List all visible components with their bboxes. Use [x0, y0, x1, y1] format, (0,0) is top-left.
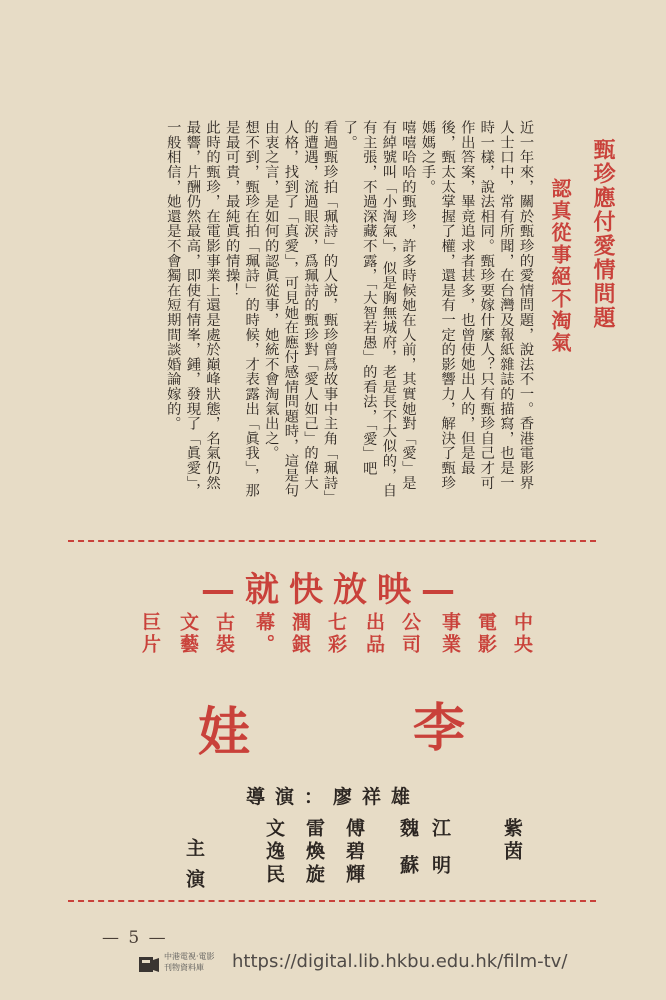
cast-member: 紫茵 — [501, 818, 523, 864]
company-line4: 公司 — [399, 612, 421, 656]
article-paragraph: 此時的甄珍，在電影事業上還是處於巔峰狀態，名氣仍然最響，片酬仍然最高，即使有情峯，鍾，發現了「眞愛」，一般相信，她還是不會獨在短期間談婚論嫁的。 — [165, 120, 221, 498]
cast-member: 傅碧輝 — [343, 818, 365, 887]
archive-logo-icon — [138, 954, 160, 976]
company-line1: 中央 — [511, 612, 533, 656]
director-credit: 導演：廖祥雄 — [245, 786, 420, 808]
article-paragraph: 近一年來，關於甄珍的愛情問題，說法不一。香港電影界人士口中，常有所聞，在台灣及報紙雜誌的描寫，也是一時一樣，說法相同。甄珍要嫁什麼人？只有甄珍自己才可作出答案，畢竟追求者甚多，也曾使她出人的，但是最後，甄太太掌握了權，還是有一定的影響力，解決了甄珍媽媽之手。 — [420, 120, 534, 490]
film-title-char2: 娃 — [198, 702, 251, 763]
article-paragraph: 想不到，甄珍在拍「珮詩」的時候，才表露出「眞我」，那是最可貴，最純眞的情操！ — [224, 120, 260, 498]
divider-bottom — [68, 900, 596, 902]
page-number: — 5 — — [102, 928, 168, 948]
archive-logo-text — [164, 951, 215, 973]
logo-text-line2: 刊物資料庫 — [164, 963, 204, 972]
cast-member: 文逸民 — [263, 818, 285, 887]
coming-soon-heading: —就快放映— — [201, 570, 465, 610]
article-paragraph: 看過甄珍拍「珮詩」的人說，甄珍曾爲故事中主角「珮詩」的遭遇，流過眼淚，爲珮詩的甄珍對「愛人如己」的偉大人格，找到了「真愛」，可見她在應付感情問題時，這是句由衷之言，是如何的認眞從事，她統不會淘氣出之。 — [263, 120, 339, 498]
cast-member: 魏蘇 — [397, 818, 419, 892]
article-title-line2: 認真從事絕不淘氣 — [548, 178, 572, 354]
cast-member: 雷煥旋 — [303, 818, 325, 887]
cast-label: 主演 — [183, 838, 205, 900]
company-line5: 出品 — [363, 612, 385, 656]
genre-line3: 巨片 — [139, 612, 161, 656]
article-paragraph: 嘻嘻哈哈的甄珍，許多時候她在人前，其實她對「愛」是有綽號叫「小淘氣」，似是胸無城府，老是長不大似的，自有主張，不過深藏不露，「大智若愚」的看法，「愛」吧了。 — [341, 120, 417, 498]
article-title-line1: 甄珍應付愛情問題 — [590, 138, 616, 330]
format-line2: 潤銀 — [289, 612, 311, 656]
logo-text-line1: 中港電視·電影 — [164, 952, 215, 961]
format-line1: 七彩 — [325, 612, 347, 656]
genre-line1: 古裝 — [213, 612, 235, 656]
cast-member: 江明 — [429, 818, 451, 892]
company-line2: 電影 — [475, 612, 497, 656]
divider-top — [68, 540, 596, 542]
source-url-link[interactable]: https://digital.lib.hkbu.edu.hk/film-tv/ — [232, 951, 568, 972]
film-title-char1: 李 — [413, 698, 466, 759]
format-line3: 幕。 — [253, 612, 275, 656]
company-line3: 事業 — [439, 612, 461, 656]
article-body — [70, 120, 535, 502]
genre-line2: 文藝 — [177, 612, 199, 656]
